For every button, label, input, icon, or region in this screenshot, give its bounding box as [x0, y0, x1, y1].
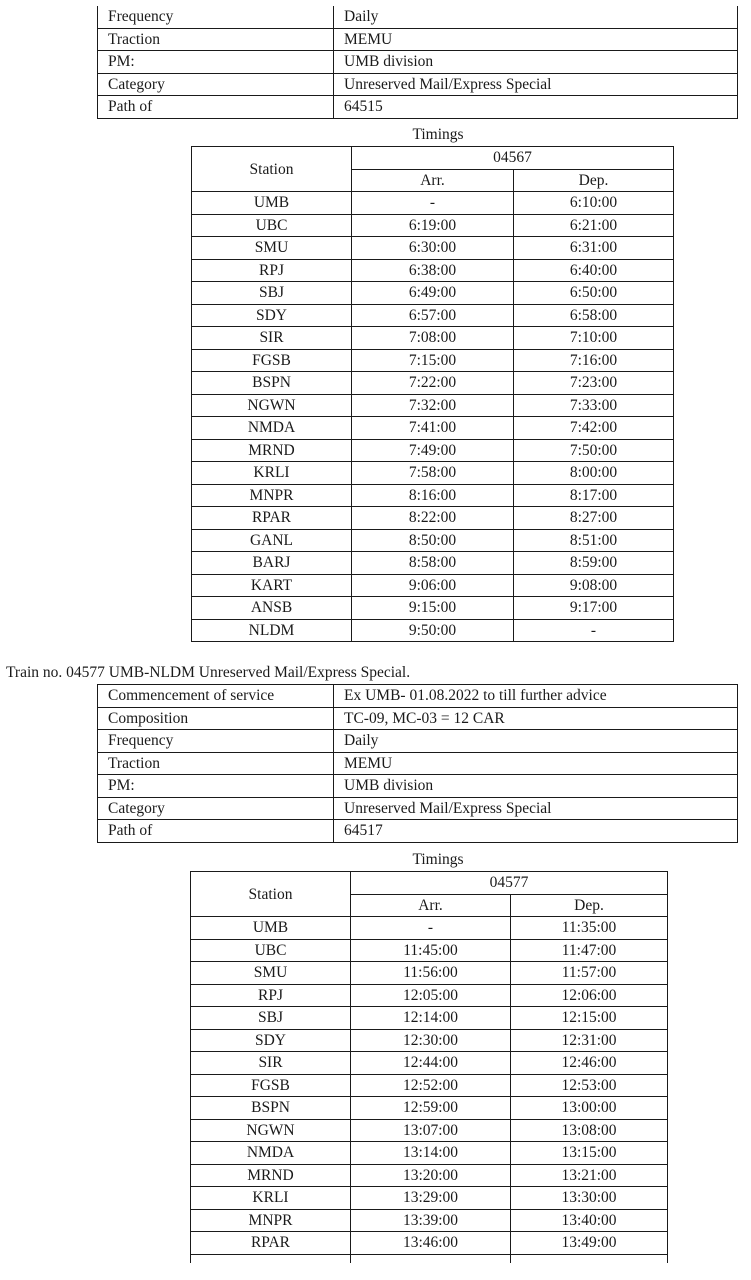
- info-value: Daily: [334, 6, 738, 28]
- station-cell: RPAR: [192, 507, 352, 530]
- arrival-cell: 13:20:00: [351, 1164, 511, 1187]
- departure-cell: 12:31:00: [511, 1029, 668, 1052]
- timing-row: [192, 507, 674, 530]
- station-cell: BSPN: [191, 1097, 351, 1120]
- info-row: [98, 820, 738, 843]
- station-cell: UBC: [191, 939, 351, 962]
- info-value: 64517: [334, 820, 738, 843]
- station-cell: RPJ: [192, 259, 352, 282]
- departure-cell: 6:40:00: [514, 259, 674, 282]
- departure-cell: 13:08:00: [511, 1119, 668, 1142]
- departure-cell: 7:16:00: [514, 349, 674, 372]
- info-row: [98, 730, 738, 753]
- departure-cell: 7:33:00: [514, 394, 674, 417]
- arrival-cell: 7:41:00: [352, 417, 514, 440]
- arrival-cell: 12:59:00: [351, 1097, 511, 1120]
- info-label: Category: [98, 73, 334, 96]
- station-cell: NGWN: [191, 1119, 351, 1142]
- info-value: Unreserved Mail/Express Special: [334, 797, 738, 820]
- departure-cell: 13:21:00: [511, 1164, 668, 1187]
- arrival-cell: 9:15:00: [352, 597, 514, 620]
- info-label: Traction: [98, 752, 334, 775]
- station-cell: SIR: [191, 1052, 351, 1075]
- station-cell: MNPR: [191, 1209, 351, 1232]
- info-value: Daily: [334, 730, 738, 753]
- station-cell: SMU: [191, 962, 351, 985]
- timing-row: [192, 349, 674, 372]
- station-cell: NMDA: [192, 417, 352, 440]
- arrival-cell: 12:14:00: [351, 1007, 511, 1030]
- station-header: Station: [192, 147, 352, 192]
- timing-row: [192, 372, 674, 395]
- station-cell: ANSB: [192, 597, 352, 620]
- info-row: [98, 6, 738, 28]
- departure-cell: 7:50:00: [514, 439, 674, 462]
- arrival-cell: 7:22:00: [352, 372, 514, 395]
- train1-timings-caption: Timings: [412, 126, 464, 143]
- departure-cell: 11:35:00: [511, 917, 668, 940]
- station-cell: NGWN: [192, 394, 352, 417]
- info-row: [98, 28, 738, 51]
- station-cell: SMU: [192, 237, 352, 260]
- departure-header: Dep.: [511, 894, 668, 917]
- arrival-cell: 6:57:00: [352, 304, 514, 327]
- arrival-cell: 7:32:00: [352, 394, 514, 417]
- info-value: UMB division: [334, 51, 738, 74]
- departure-cell: 8:00:00: [514, 462, 674, 485]
- timing-row: [192, 439, 674, 462]
- arrival-cell: 8:16:00: [352, 484, 514, 507]
- arrival-cell: 6:19:00: [352, 214, 514, 237]
- train-number-header: 04577: [351, 872, 668, 895]
- departure-cell: 6:50:00: [514, 282, 674, 305]
- station-cell: SBJ: [191, 1007, 351, 1030]
- station-cell: NMDA: [191, 1142, 351, 1165]
- timing-row: [191, 1052, 668, 1075]
- timing-row: [191, 1007, 668, 1030]
- timing-row: [191, 1119, 668, 1142]
- timing-row: [192, 394, 674, 417]
- departure-cell: 12:46:00: [511, 1052, 668, 1075]
- arrival-cell: 6:30:00: [352, 237, 514, 260]
- station-cell: SBJ: [192, 282, 352, 305]
- info-row: [98, 797, 738, 820]
- station-cell: NLDM: [192, 619, 352, 642]
- timing-row: [192, 574, 674, 597]
- train2-timings-table: [190, 871, 668, 1263]
- departure-cell: 7:42:00: [514, 417, 674, 440]
- info-label: Frequency: [98, 730, 334, 753]
- timing-row: [191, 1029, 668, 1052]
- departure-cell: 6:58:00: [514, 304, 674, 327]
- arrival-cell: 8:50:00: [352, 529, 514, 552]
- arrival-cell: 11:45:00: [351, 939, 511, 962]
- info-label: PM:: [98, 51, 334, 74]
- station-cell: UMB: [191, 917, 351, 940]
- arrival-cell: 6:38:00: [352, 259, 514, 282]
- arrival-cell: 7:49:00: [352, 439, 514, 462]
- info-label: PM:: [98, 775, 334, 798]
- timing-row: [192, 552, 674, 575]
- info-row: [98, 707, 738, 730]
- departure-cell: 12:06:00: [511, 984, 668, 1007]
- departure-cell: -: [514, 619, 674, 642]
- departure-cell: 13:30:00: [511, 1187, 668, 1210]
- arrival-cell: 13:29:00: [351, 1187, 511, 1210]
- info-label: Commencement of service: [98, 685, 334, 708]
- arrival-cell: 12:44:00: [351, 1052, 511, 1075]
- arrival-cell: 6:49:00: [352, 282, 514, 305]
- station-cell: FGSB: [192, 349, 352, 372]
- info-row: [98, 51, 738, 74]
- empty-cell: [351, 1254, 511, 1263]
- departure-cell: 6:21:00: [514, 214, 674, 237]
- train1-info-body: [98, 6, 738, 118]
- arrival-cell: -: [352, 192, 514, 215]
- station-cell: BARJ: [192, 552, 352, 575]
- arrival-header: Arr.: [352, 169, 514, 192]
- station-cell: SDY: [191, 1029, 351, 1052]
- departure-cell: 8:51:00: [514, 529, 674, 552]
- info-value: Unreserved Mail/Express Special: [334, 73, 738, 96]
- arrival-cell: 12:30:00: [351, 1029, 511, 1052]
- station-cell: SDY: [192, 304, 352, 327]
- empty-cell: [511, 1254, 668, 1263]
- departure-cell: 9:17:00: [514, 597, 674, 620]
- timing-row: [192, 417, 674, 440]
- departure-cell: 13:40:00: [511, 1209, 668, 1232]
- departure-cell: 7:23:00: [514, 372, 674, 395]
- info-label: Traction: [98, 28, 334, 51]
- departure-cell: 7:10:00: [514, 327, 674, 350]
- arrival-cell: 8:22:00: [352, 507, 514, 530]
- timing-row: [192, 259, 674, 282]
- info-row: [98, 73, 738, 96]
- train-number-header: 04567: [352, 147, 674, 170]
- station-cell: RPAR: [191, 1232, 351, 1255]
- arrival-cell: 7:08:00: [352, 327, 514, 350]
- train2-title: Train no. 04577 UMB-NLDM Unreserved Mail/Express Special.: [6, 664, 411, 681]
- station-cell: FGSB: [191, 1074, 351, 1097]
- station-cell: KART: [192, 574, 352, 597]
- station-header: Station: [191, 872, 351, 917]
- departure-header: Dep.: [514, 169, 674, 192]
- station-cell: BSPN: [192, 372, 352, 395]
- station-cell: KRLI: [192, 462, 352, 485]
- arrival-cell: 8:58:00: [352, 552, 514, 575]
- train2-timings-caption: Timings: [412, 851, 464, 868]
- timing-row: [192, 484, 674, 507]
- departure-cell: 13:15:00: [511, 1142, 668, 1165]
- train2-info-body: [98, 685, 738, 843]
- arrival-cell: 13:39:00: [351, 1209, 511, 1232]
- departure-cell: 13:00:00: [511, 1097, 668, 1120]
- info-label: Composition: [98, 707, 334, 730]
- station-cell: MNPR: [192, 484, 352, 507]
- departure-cell: 13:49:00: [511, 1232, 668, 1255]
- timing-row: [192, 237, 674, 260]
- timing-row: [192, 529, 674, 552]
- info-label: Path of: [98, 96, 334, 119]
- info-value: UMB division: [334, 775, 738, 798]
- info-value: TC-09, MC-03 = 12 CAR: [334, 707, 738, 730]
- station-cell: UBC: [192, 214, 352, 237]
- timing-row: [191, 1187, 668, 1210]
- arrival-cell: 7:58:00: [352, 462, 514, 485]
- arrival-cell: 12:52:00: [351, 1074, 511, 1097]
- arrival-cell: 12:05:00: [351, 984, 511, 1007]
- arrival-header: Arr.: [351, 894, 511, 917]
- departure-cell: 12:15:00: [511, 1007, 668, 1030]
- train2-timings-body: [191, 917, 668, 1263]
- arrival-cell: 13:07:00: [351, 1119, 511, 1142]
- station-cell: GANL: [192, 529, 352, 552]
- timing-row: [191, 1142, 668, 1165]
- info-label: Path of: [98, 820, 334, 843]
- station-cell: KRLI: [191, 1187, 351, 1210]
- timing-row: [191, 984, 668, 1007]
- arrival-cell: 9:50:00: [352, 619, 514, 642]
- empty-cell: [191, 1254, 351, 1263]
- timing-row: [192, 214, 674, 237]
- arrival-cell: 11:56:00: [351, 962, 511, 985]
- timing-row: [191, 962, 668, 985]
- arrival-cell: 7:15:00: [352, 349, 514, 372]
- train2-info-table: [97, 684, 738, 843]
- departure-cell: 6:10:00: [514, 192, 674, 215]
- departure-cell: 11:47:00: [511, 939, 668, 962]
- timing-row: [191, 917, 668, 940]
- timing-row: [192, 462, 674, 485]
- info-value: MEMU: [334, 752, 738, 775]
- timing-row: [192, 282, 674, 305]
- timing-row: [191, 1209, 668, 1232]
- departure-cell: 8:27:00: [514, 507, 674, 530]
- station-cell: MRND: [192, 439, 352, 462]
- station-cell: UMB: [192, 192, 352, 215]
- station-cell: SIR: [192, 327, 352, 350]
- timing-row: [191, 1164, 668, 1187]
- timing-row-cutoff: [191, 1254, 668, 1263]
- timing-row: [191, 1232, 668, 1255]
- timing-row: [192, 304, 674, 327]
- info-row: [98, 96, 738, 119]
- info-label: Category: [98, 797, 334, 820]
- info-value: 64515: [334, 96, 738, 119]
- train1-info-table: [97, 6, 738, 119]
- arrival-cell: 13:14:00: [351, 1142, 511, 1165]
- train1-timings-table: [191, 146, 674, 642]
- station-cell: MRND: [191, 1164, 351, 1187]
- timing-row: [192, 192, 674, 215]
- info-row: [98, 685, 738, 708]
- departure-cell: 11:57:00: [511, 962, 668, 985]
- timing-row: [191, 939, 668, 962]
- departure-cell: 8:17:00: [514, 484, 674, 507]
- arrival-cell: 9:06:00: [352, 574, 514, 597]
- timing-row: [192, 597, 674, 620]
- info-value: MEMU: [334, 28, 738, 51]
- departure-cell: 12:53:00: [511, 1074, 668, 1097]
- info-label: Frequency: [98, 6, 334, 28]
- departure-cell: 6:31:00: [514, 237, 674, 260]
- timing-row: [191, 1097, 668, 1120]
- station-cell: RPJ: [191, 984, 351, 1007]
- departure-cell: 9:08:00: [514, 574, 674, 597]
- info-row: [98, 752, 738, 775]
- arrival-cell: -: [351, 917, 511, 940]
- train1-timings-body: [192, 192, 674, 642]
- info-value: Ex UMB- 01.08.2022 to till further advice: [334, 685, 738, 708]
- arrival-cell: 13:46:00: [351, 1232, 511, 1255]
- info-row: [98, 775, 738, 798]
- timing-row: [191, 1074, 668, 1097]
- timing-row: [192, 619, 674, 642]
- timing-row: [192, 327, 674, 350]
- departure-cell: 8:59:00: [514, 552, 674, 575]
